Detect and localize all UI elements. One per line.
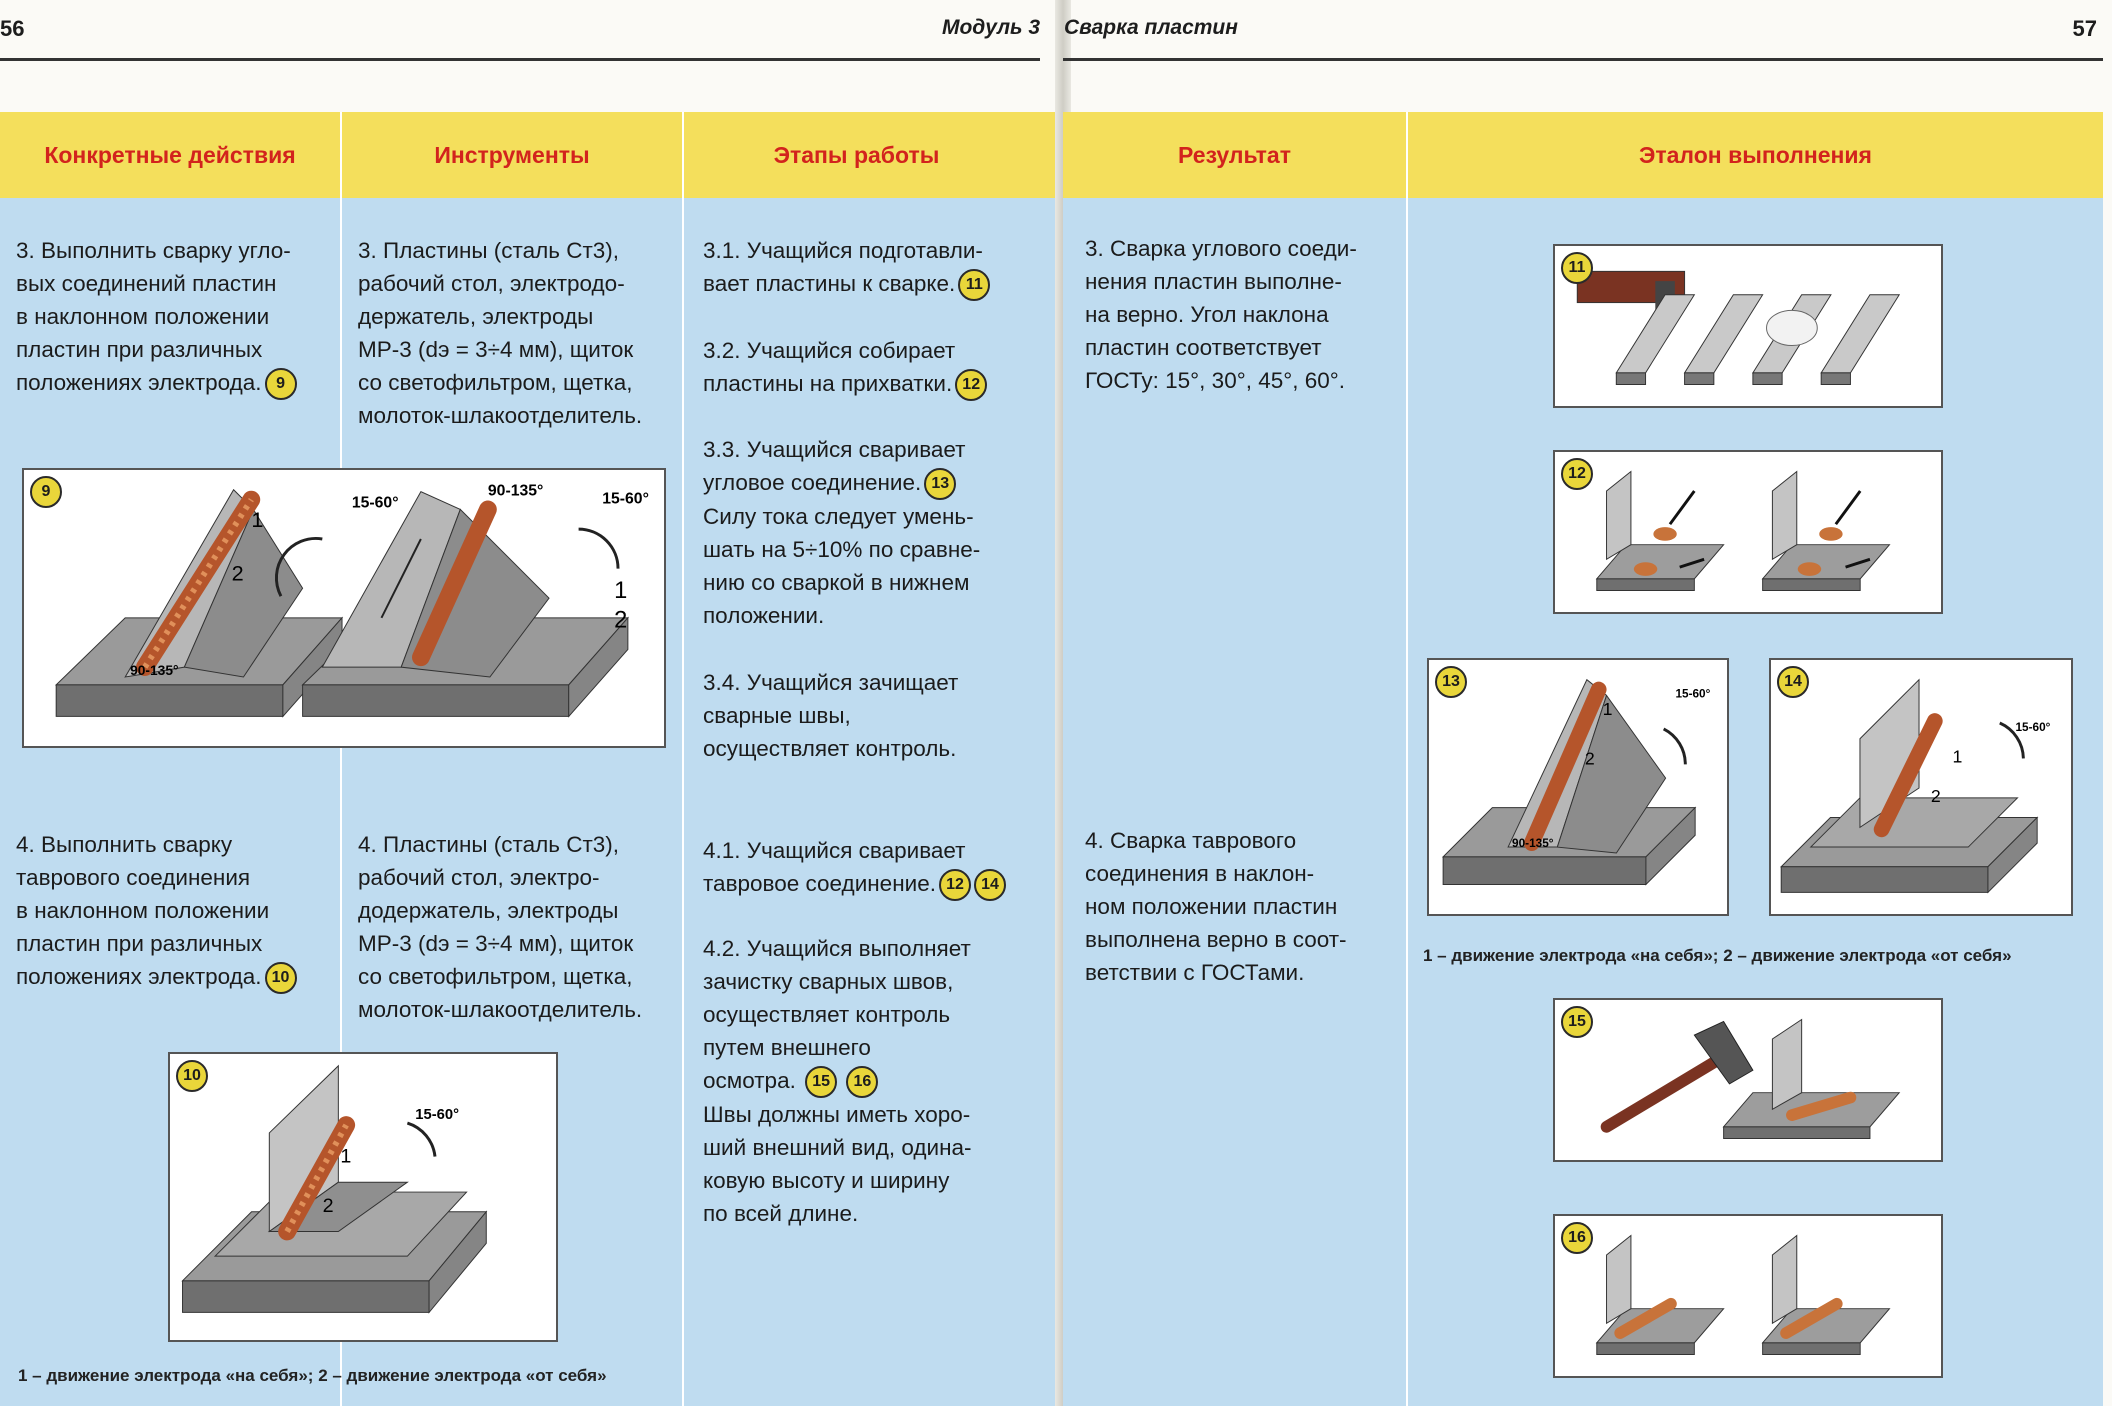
label-2: 2 bbox=[1584, 748, 1595, 769]
figure-10-tee-joint bbox=[168, 1052, 558, 1342]
stage-3-3-note: Силу тока следует умень- шать на 5÷10% по сравне- нию со сваркой в нижнем положении. bbox=[703, 504, 981, 629]
figure-badge-11: 11 bbox=[1561, 252, 1593, 284]
stage-3-4: 3.4. Учащийся зачищает сварные швы, осуществляет контроль. bbox=[703, 670, 959, 761]
right-page bbox=[1063, 0, 2112, 1406]
figure-ref-badge: 9 bbox=[265, 368, 297, 400]
tools-3: 3. Пластины (сталь Ст3), рабочий стол, электродо- держатель, электроды МР-3 (dэ = 3÷4 мм), щиток со светофильтром, щетка, молоток-шлакоотделитель. bbox=[358, 238, 643, 428]
figure-12-tack-welding bbox=[1553, 450, 1943, 614]
label-1: 1 bbox=[1602, 699, 1613, 720]
result-3: 3. Сварка углового соеди- нения пластин выполне- на верно. Угол наклона пластин соответствует ГОСТу: 15°, 30°, 45°, 60°. bbox=[1085, 236, 1357, 393]
right-running-head bbox=[1063, 0, 2103, 61]
stage-3-3: 3.3. Учащийся сваривает угловое соединение. 13 Силу тока следует умень- шать на 5÷10% по сравне- нию со сваркой в нижнем положении. bbox=[703, 437, 981, 629]
figure-ref-badge: 10 bbox=[265, 962, 297, 994]
angle-label: 15-60° bbox=[2015, 719, 2051, 734]
stage-4-2-note: Швы должны иметь хоро- ший внешний вид, одина- ковую высоту и ширину по всей длине. bbox=[703, 1102, 972, 1227]
figure-9-corner-joint bbox=[22, 468, 666, 748]
header-actions: Конкретные действия bbox=[44, 141, 296, 168]
figure-ref-badge: 15 bbox=[805, 1066, 837, 1098]
figure-caption-left: 1 – движение электрода «на себя»; 2 – движение электрода «от себя» bbox=[18, 1366, 607, 1385]
figure-11-preparation bbox=[1553, 244, 1943, 408]
figure-ref-badge: 12 bbox=[939, 869, 971, 901]
module-title: Модуль 3 bbox=[941, 16, 1040, 39]
stage-4-2: 4.2. Учащийся выполняет зачистку сварных швов, осуществляет контроль путем внешнего осмотра. 15 16 Швы должны иметь хоро- ший внешний вид, одина- ковую высоту и ширину по всей длине. bbox=[703, 936, 972, 1227]
action-3: 3. Выполнить сварку угло- вых соединений пластин в наклонном положении пластин при различных положениях электрода. 9 bbox=[16, 234, 336, 400]
figure-11-drawing bbox=[1555, 246, 1941, 406]
left-running-head bbox=[0, 0, 1040, 61]
figure-ref-badge: 12 bbox=[955, 369, 987, 401]
figure-badge-13: 13 bbox=[1435, 666, 1467, 698]
figure-badge-15: 15 bbox=[1561, 1006, 1593, 1038]
stage-4-1: 4.1. Учащийся сваривает тавровое соединение. 12 14 bbox=[703, 834, 1033, 901]
figure-13-drawing bbox=[1429, 660, 1727, 914]
angle-label: 15-60° bbox=[602, 490, 649, 508]
page-number-left: 56 bbox=[0, 16, 25, 41]
figure-ref-badge: 13 bbox=[924, 468, 956, 500]
figure-ref-badge: 16 bbox=[846, 1066, 878, 1098]
figure-9-drawing bbox=[24, 470, 664, 746]
header-tools: Инструменты bbox=[434, 141, 590, 168]
label-2: 2 bbox=[1930, 785, 1941, 806]
figure-14-drawing bbox=[1771, 660, 2071, 914]
header-stages: Этапы работы bbox=[773, 141, 940, 168]
label-2: 2 bbox=[614, 607, 628, 634]
action-4: 4. Выполнить сварку таврового соединения в наклонном положении пластин при различных положениях электрода. 10 bbox=[16, 828, 336, 994]
figure-16-drawing bbox=[1555, 1216, 1941, 1376]
figure-badge-12: 12 bbox=[1561, 458, 1593, 490]
column-divider bbox=[1406, 112, 1408, 1406]
angle-label: 90-135° bbox=[130, 663, 179, 679]
figure-caption-right: 1 – движение электрода «на себя»; 2 – движение электрода «от себя» bbox=[1423, 946, 2012, 965]
label-2: 2 bbox=[322, 1194, 334, 1217]
angle-label: 15-60° bbox=[351, 494, 399, 512]
label-1: 1 bbox=[614, 578, 628, 605]
label-2: 2 bbox=[231, 560, 244, 586]
stage-3-2: 3.2. Учащийся собирает пластины на прихватки. 12 bbox=[703, 334, 1033, 401]
figure-14-tee-weld bbox=[1769, 658, 2073, 916]
figure-13-corner-weld bbox=[1427, 658, 1729, 916]
figure-badge-10: 10 bbox=[176, 1060, 208, 1092]
header-reference: Эталон выполнения bbox=[1639, 141, 1872, 168]
stage-3-1: 3.1. Учащийся подготавли- вает пластины к сварке. 11 bbox=[703, 234, 1033, 301]
label-1: 1 bbox=[1952, 746, 1963, 767]
figure-15-slag-removal bbox=[1553, 998, 1943, 1162]
figure-ref-badge: 11 bbox=[958, 269, 990, 301]
figure-ref-badge: 14 bbox=[974, 869, 1006, 901]
angle-label: 90-135° bbox=[487, 482, 544, 500]
angle-label: 15-60° bbox=[1675, 686, 1711, 701]
column-divider bbox=[682, 112, 684, 1406]
figure-12-drawing bbox=[1555, 452, 1941, 612]
figure-badge-14: 14 bbox=[1777, 666, 1809, 698]
label-1: 1 bbox=[251, 507, 264, 533]
result-4: 4. Сварка таврового соединения в наклон- ном положении пластин выполнена верно в соот- ветствии с ГОСТами. bbox=[1085, 828, 1347, 985]
figure-badge-9: 9 bbox=[30, 476, 62, 508]
tools-4: 4. Пластины (сталь Ст3), рабочий стол, электро- додержатель, электроды МР-3 (dэ = 3÷4 мм), щиток со светофильтром, щетка, молоток-шлакоотделитель. bbox=[358, 832, 643, 1022]
figure-badge-16: 16 bbox=[1561, 1222, 1593, 1254]
header-result: Результат bbox=[1178, 141, 1291, 168]
label-1: 1 bbox=[340, 1145, 352, 1168]
angle-label: 90-135° bbox=[1512, 836, 1554, 851]
figure-16-finished-welds bbox=[1553, 1214, 1943, 1378]
figure-15-drawing bbox=[1555, 1000, 1941, 1160]
angle-label: 15-60° bbox=[415, 1107, 459, 1124]
page-number-right: 57 bbox=[2072, 16, 2097, 41]
figure-10-drawing bbox=[170, 1054, 556, 1340]
section-title: Сварка пластин bbox=[1064, 16, 1238, 39]
